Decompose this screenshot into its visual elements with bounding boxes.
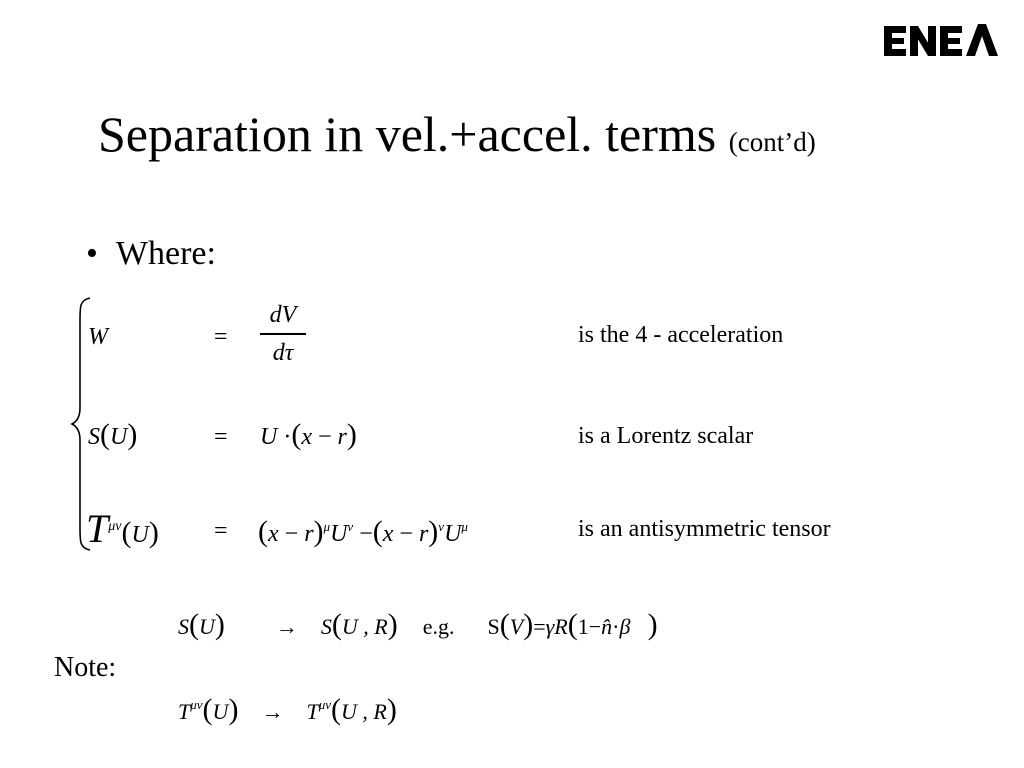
note2-rhs-sup: μν [318,697,331,712]
paren-close: ) [313,515,324,548]
slide-title [98,104,816,172]
paren-open: ( [499,608,510,641]
paren-open: ( [258,515,268,548]
note2-lhs-arg: U [212,699,229,724]
note1-rhs-s: S [320,614,332,639]
paren-close: ) [214,608,225,641]
row3-mid-minus: − [359,521,373,547]
note1-lhs-s: S [178,614,189,639]
note1-ex-n: n̂ [601,614,613,639]
note-line1 [178,610,658,642]
paren-close: ) [523,608,534,641]
row3-rhs-u: U [330,521,348,547]
paren-open: ( [291,418,302,451]
row3-description: is an antisymmetric tensor [578,516,831,542]
row2-lhs-s: S [88,424,100,450]
paren-open: ( [189,608,199,641]
enea-logo [882,20,998,60]
slide-title-main: Separation in vel.+accel. terms [98,106,717,162]
note-label: Note: [54,652,117,683]
note2-rhs-args: U , R [340,699,387,724]
row3-sup-nu: ν [347,519,354,534]
row1-equals: = [214,324,228,350]
row3-lhs [86,506,159,551]
note1-ex-arg: V [509,614,524,639]
note1-ex-eq: = [533,614,546,639]
paren-close: ) [387,608,398,641]
note-line2 [178,690,397,727]
slide-title-sub: (cont’d) [728,127,816,157]
paren-close: ) [386,693,397,726]
row3-rhs-u2: U [444,521,462,547]
note1-ex-minus: − [588,614,602,639]
note1-ex-one: 1 [577,614,589,639]
paren-close: ) [148,516,159,549]
row3-sup-mu2: μ [461,519,468,534]
arrow-right-icon: → [261,699,284,724]
note1-ex-s: S [487,614,500,639]
paren-open: ( [202,693,213,726]
paren-close: ) [346,418,357,451]
row2-lhs-arg: U [110,424,128,450]
note1-ex-gamma: γ [545,614,555,639]
paren-open: ( [567,608,578,641]
paren-close: ) [647,608,658,641]
row2-rhs [260,420,357,452]
row1-fraction [258,300,308,368]
note1-rhs-args: U , R [341,614,388,639]
row2-rhs-minus: − [318,424,332,450]
note1-lhs-arg: U [199,614,215,639]
row2-rhs-x: x [301,424,312,450]
bullet-where [86,232,216,276]
row2-rhs-r: r [337,424,347,450]
row1-description: is the 4 - acceleration [578,322,784,348]
note1-ex-beta: β⃗ [619,614,648,639]
paren-open: ( [372,515,383,548]
row2-rhs-u: U [260,424,278,450]
paren-open: ( [100,418,110,451]
row2-rhs-dot: · [283,424,292,450]
row3-rhs [258,512,468,549]
bullet-text: Where: [115,235,216,272]
row3-sup-nu2: ν [438,519,445,534]
row1-denominator: dτ [272,339,294,366]
note2-lhs-t: T [178,699,191,724]
note1-eg: e.g. [422,614,455,639]
note2-lhs-sup: μν [190,697,203,712]
row3-rhs-x2: x [382,521,394,547]
arrow-right-icon: → [275,614,298,639]
row3-rhs-r: r [304,521,314,547]
row3-sup-mu: μ [323,519,331,534]
row1-lhs: W [88,324,108,350]
fraction-bar [260,333,306,335]
paren-open: ( [121,516,132,549]
row3-rhs-minus2: − [399,521,413,547]
row3-rhs-x: x [268,521,279,547]
paren-close: ) [228,693,239,726]
paren-close: ) [127,418,138,451]
bullet-dot: • [86,235,98,272]
note1-ex-r: R [554,614,568,639]
row3-lhs-arg: U [131,522,149,548]
row3-rhs-minus: − [284,521,299,547]
row3-lhs-sup: μν [108,519,122,534]
enea-logo-text: ENEA [882,20,885,21]
row1-numerator: dV [269,302,297,328]
paren-open: ( [331,608,342,641]
paren-open: ( [330,693,341,726]
paren-close: ) [428,515,439,548]
row2-equals: = [214,424,228,450]
row3-rhs-r2: r [418,521,429,547]
note2-rhs-t: T [306,699,319,724]
row3-lhs-t: T [86,506,109,551]
note1-ex-dot: · [612,614,620,639]
row3-equals: = [214,518,228,544]
row2-lhs [88,420,137,452]
row2-description: is a Lorentz scalar [578,423,754,449]
